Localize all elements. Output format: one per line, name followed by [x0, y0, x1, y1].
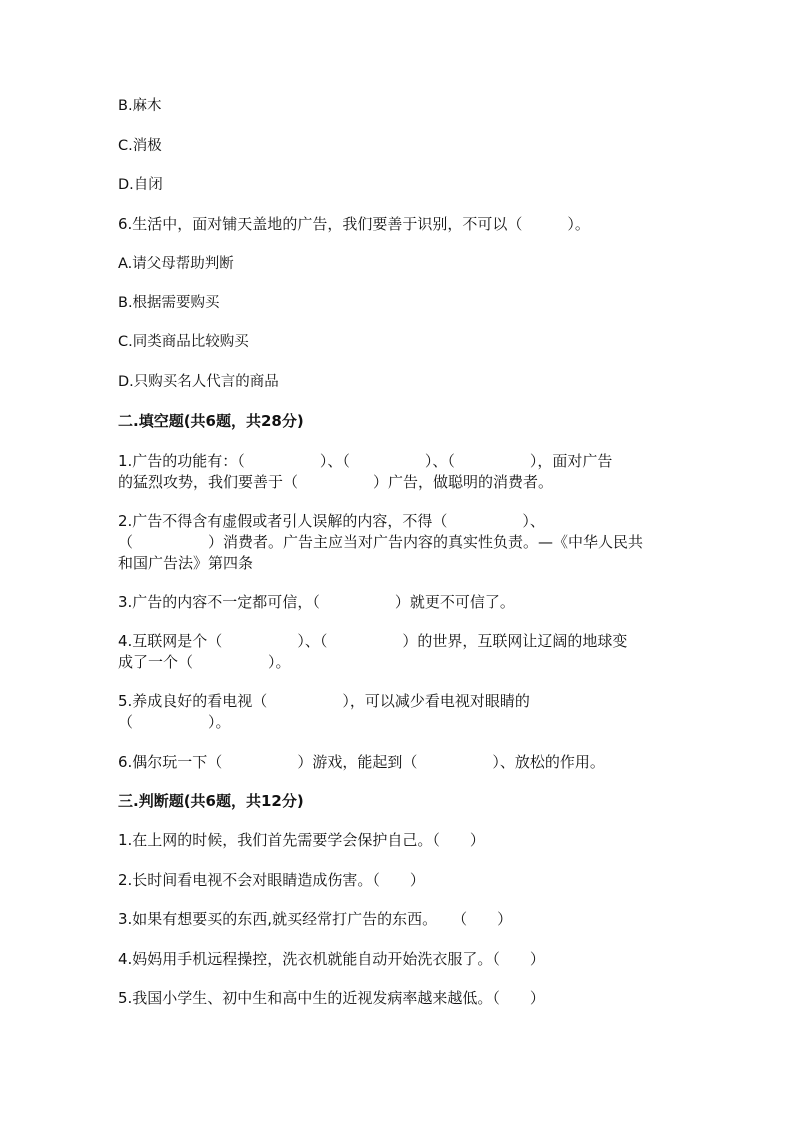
question-6-stem: 6.生活中，面对铺天盖地的广告，我们要善于识别，不可以（ ）。 [118, 215, 590, 233]
judge-q1: 1.在上网的时候，我们首先需要学会保护自己。（ ） [118, 831, 485, 849]
fill-q5-line2: （ ）。 [118, 713, 231, 731]
option-c: C.消极 [118, 138, 162, 154]
fill-q3: 3.广告的内容不一定都可信，（ ）就更不可信了。 [118, 593, 515, 611]
fill-q2-line2: （ ）消费者。广告主应当对广告内容的真实性负责。—《中华人民共 [118, 533, 644, 551]
fill-q1-line2: 的猛烈攻势，我们要善于（ ）广告，做聪明的消费者。 [118, 473, 554, 491]
q6-option-a: A.请父母帮助判断 [118, 256, 234, 272]
section-3-heading: 三.判断题(共6题，共12分) [118, 792, 304, 810]
judge-q3: 3.如果有想要买的东西,就买经常打广告的东西。 （ ） [118, 910, 513, 928]
judge-q2: 2.长时间看电视不会对眼睛造成伤害。（ ） [118, 871, 425, 889]
section-2-heading: 二.填空题(共6题，共28分) [118, 412, 304, 430]
fill-q1-line1: 1.广告的功能有：（ ）、（ ）、（ ），面对广告 [118, 452, 613, 470]
judge-q5: 5.我国小学生、初中生和高中生的近视发病率越来越低。（ ） [118, 989, 545, 1007]
fill-q4-line2: 成了一个（ ）。 [118, 653, 291, 671]
fill-q4-line1: 4.互联网是个（ ）、（ ）的世界，互联网让辽阔的地球变 [118, 632, 628, 650]
fill-q2-line1: 2.广告不得含有虚假或者引人误解的内容，不得（ ）、 [118, 512, 545, 530]
option-b: B.麻木 [118, 98, 162, 114]
fill-q5-line1: 5.养成良好的看电视（ ），可以减少看电视对眼睛的 [118, 692, 530, 710]
q6-option-c: C.同类商品比较购买 [118, 334, 249, 350]
fill-q6: 6.偶尔玩一下（ ）游戏，能起到（ ）、放松的作用。 [118, 753, 605, 771]
q6-option-b: B.根据需要购买 [118, 295, 220, 311]
fill-q2-line3: 和国广告法》第四条 [118, 554, 254, 572]
option-d: D.自闭 [118, 177, 163, 193]
q6-option-d: D.只购买名人代言的商品 [118, 374, 279, 390]
judge-q4: 4.妈妈用手机远程操控，洗衣机就能自动开始洗衣服了。（ ） [118, 950, 545, 968]
